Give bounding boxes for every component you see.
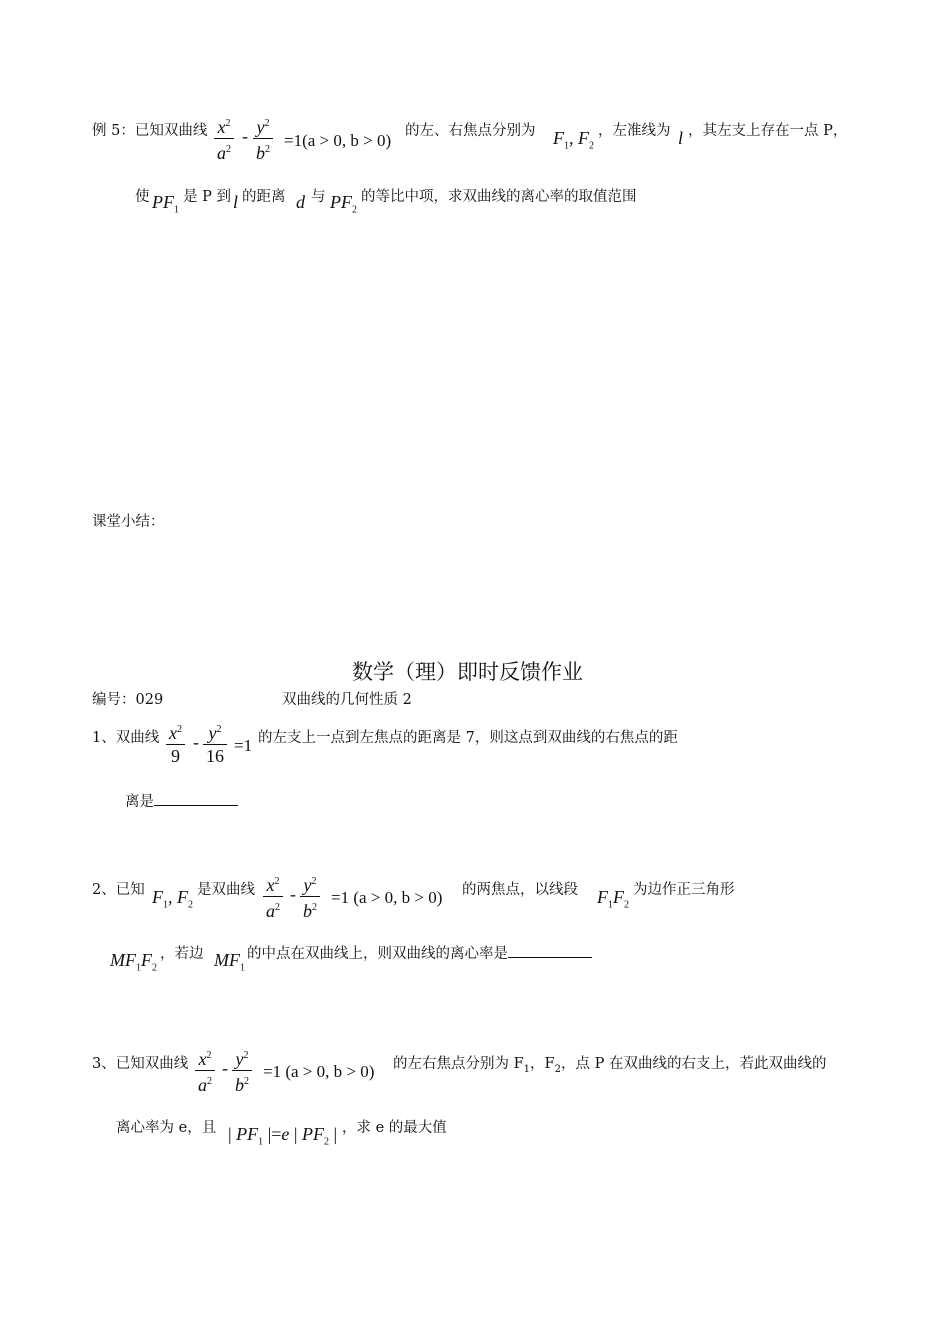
- math-F1F2-segment: $F_1F_2$: [597, 887, 629, 911]
- example5-label: 例 5：已知双曲线: [92, 123, 208, 139]
- minus-sign-q3: -: [222, 1058, 228, 1078]
- math-F1F2: $F_1$, $F_2$: [553, 128, 594, 152]
- fraction-y2-b2-q2: $y^2$ $b^2$: [300, 872, 320, 921]
- math-MF1F2: $MF_1F_2$: [110, 950, 157, 974]
- q1-text-1: 的左支上一点到左焦点的距离是 7，则这点到双曲线的右焦点的距: [258, 730, 678, 746]
- fraction-x2-a2: $x^2$ $a^2$: [214, 114, 234, 163]
- q1-equals: =1: [234, 736, 253, 755]
- q3-text-2: 离心率为 e，且: [116, 1120, 217, 1136]
- math-PF1: $PF_1$: [152, 192, 179, 216]
- example5-condition: =1(a > 0, b > 0): [284, 131, 392, 150]
- q3-condition: =1 (a > 0, b > 0): [263, 1062, 375, 1081]
- q3-text-3: ，求 e 的最大值: [342, 1120, 447, 1136]
- fraction-x2-a2-q3: $x^2$ $a^2$: [195, 1046, 215, 1095]
- q2-label: 2、已知: [92, 882, 145, 898]
- minus-sign-q1: -: [193, 732, 199, 752]
- q1-label: 1、双曲线: [92, 730, 160, 746]
- fraction-x2-a2-q2: $x^2$ $a^2$: [263, 872, 283, 921]
- example5-text-1: 的左、右焦点分别为: [405, 123, 536, 139]
- math-l: l: [678, 128, 684, 148]
- fraction-y2-16: $y^2$ 16: [203, 720, 227, 766]
- fraction-y2-b2-q3: $y^2$ $b^2$: [232, 1046, 252, 1095]
- minus-sign: -: [242, 126, 248, 146]
- homework-subtitle: 双曲线的几何性质 2: [282, 692, 412, 708]
- q2-text-5: 的中点在双曲线上，则双曲线的离心率是: [247, 942, 592, 963]
- minus-sign-q2: -: [290, 884, 296, 904]
- homework-title: 数学（理）即时反馈作业: [352, 660, 583, 684]
- summary-label: 课堂小结：: [92, 514, 165, 530]
- math-MF1: $MF_1$: [214, 950, 245, 974]
- q3-label: 3、已知双曲线: [92, 1056, 189, 1072]
- math-PF2: $PF_2$: [330, 192, 357, 216]
- q3-text-1: 的左右焦点分别为 $F_1$，$F_2$，点 P 在双曲线的右支上，若此双曲线的: [393, 1056, 827, 1075]
- q2-text-2: 的两焦点，以线段: [462, 882, 578, 898]
- q2-condition: =1 (a > 0, b > 0): [331, 888, 443, 907]
- math-PF1-eq-ePF2: | $PF_1$ |=e | $PF_2$ |: [228, 1124, 338, 1148]
- fraction-x2-9: $x^2$ 9: [166, 720, 185, 766]
- example5-text-6: 的距离: [242, 189, 286, 205]
- fraction-y2-b2: $y^2$ $b^2$: [253, 114, 273, 163]
- math-l-2: l: [233, 192, 239, 212]
- q1-text-2: 离是: [125, 790, 238, 811]
- example5-text-3: ，其左支上存在一点 P，: [688, 123, 848, 139]
- q2-text-3: 为边作正三角形: [633, 882, 735, 898]
- example5-text-4: 使: [135, 189, 150, 205]
- q1-answer-blank[interactable]: [154, 791, 238, 806]
- example5-text-2: ，左准线为: [598, 123, 671, 139]
- q2-text-4: ，若边: [160, 946, 204, 962]
- math-d: d: [296, 192, 305, 212]
- example5-text-8: 的等比中项，求双曲线的离心率的取值范围: [361, 189, 637, 205]
- q2-text-1: 是双曲线: [197, 882, 255, 898]
- example5-text-7: 与: [311, 189, 326, 205]
- example5-text-5: 是 P 到: [183, 189, 231, 205]
- q2-answer-blank[interactable]: [508, 943, 592, 958]
- math-F1F2-q2: $F_1$, $F_2$: [152, 887, 193, 911]
- homework-number: 编号：029: [92, 692, 164, 708]
